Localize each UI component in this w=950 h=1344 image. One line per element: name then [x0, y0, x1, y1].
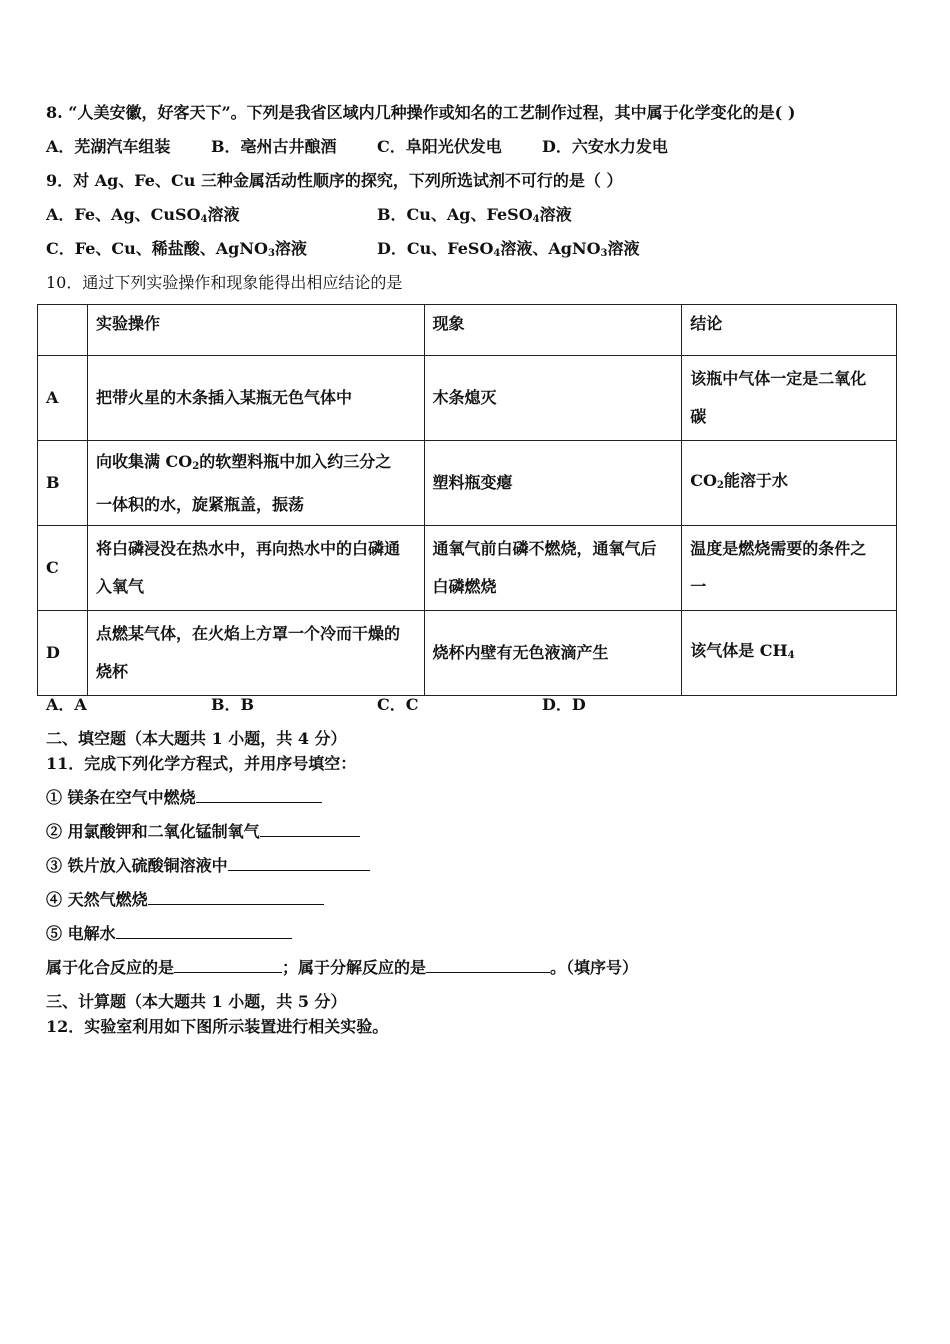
experiment-table	[37, 304, 897, 696]
q8-option-b: B．亳州古井酿酒	[211, 137, 337, 156]
q11-item-4: ④ 天然气燃烧	[46, 890, 324, 910]
row-label: B	[38, 441, 88, 526]
row-phenomenon: 通氧气前白磷不燃烧，通氧气后 白磷燃烧	[424, 526, 682, 611]
header-conclusion: 结论	[682, 305, 897, 356]
decomposition-answer-blank[interactable]	[426, 958, 550, 973]
row-operation: 把带火星的木条插入某瓶无色气体中	[87, 356, 424, 441]
row-phenomenon: 木条熄灭	[424, 356, 682, 441]
q9-option-b: B．Cu、Ag、FeSO$_4$溶液	[377, 205, 572, 225]
answer-blank[interactable]	[228, 856, 370, 871]
row-operation: 向收集满 $CO_2$的软塑料瓶中加入约三分之 一体积的水，旋紧瓶盖，振荡	[87, 441, 424, 526]
row-conclusion: 该瓶中气体一定是二氧化 碳	[682, 356, 897, 441]
row-conclusion: $CO_2$能溶于水	[682, 441, 897, 526]
section-3-heading: 三、计算题（本大题共 1 小题，共 5 分）	[46, 992, 347, 1011]
q9-stem: 9．对 Ag、Fe、Cu 三种金属活动性顺序的探究，下列所选试剂不可行的是（ ）	[46, 171, 623, 190]
q9-option-c: C．Fe、Cu、稀盐酸、AgNO$_3$溶液	[46, 239, 307, 259]
q9-option-d: D．Cu、FeSO$_4$溶液、AgNO$_3$溶液	[377, 239, 640, 259]
answer-blank[interactable]	[116, 924, 292, 939]
q11-item-2: ② 用氯酸钾和二氧化锰制氧气	[46, 822, 360, 842]
q8-option-a: A．芜湖汽车组装	[46, 137, 171, 156]
q10-option-b: B．B	[211, 695, 255, 714]
answer-blank[interactable]	[148, 890, 324, 905]
q10-option-d: D．D	[542, 695, 586, 714]
row-conclusion: 温度是燃烧需要的条件之 一	[682, 526, 897, 611]
q11-item-1: ① 镁条在空气中燃烧	[46, 788, 322, 808]
table-row	[38, 526, 897, 611]
q8-stem: 8. “人美安徽，好客天下”。下列是我省区域内几种操作或知名的工艺制作过程，其中属于化学变化的是( )	[46, 103, 796, 122]
row-label: C	[38, 526, 88, 611]
header-phenomenon: 现象	[424, 305, 682, 356]
q11-item-5: ⑤ 电解水	[46, 924, 292, 944]
q10-stem: 10．通过下列实验操作和现象能得出相应结论的是	[46, 273, 403, 292]
row-operation: 将白磷浸没在热水中，再向热水中的白磷通 入氧气	[87, 526, 424, 611]
table-row	[38, 611, 897, 696]
answer-blank[interactable]	[260, 822, 360, 837]
q11-item-3: ③ 铁片放入硫酸铜溶液中	[46, 856, 370, 876]
row-phenomenon: 烧杯内壁有无色液滴产生	[424, 611, 682, 696]
q12-stem: 12．实验室利用如下图所示装置进行相关实验。	[46, 1017, 389, 1036]
q11-summary: 属于化合反应的是 ；属于分解反应的是 。（填序号）	[46, 958, 639, 977]
table-header-row	[38, 305, 897, 356]
table-row	[38, 356, 897, 441]
q8-option-d: D．六安水力发电	[542, 137, 668, 156]
q10-option-c: C．C	[377, 695, 419, 714]
header-blank	[38, 305, 88, 356]
row-operation: 点燃某气体，在火焰上方罩一个冷而干燥的 烧杯	[87, 611, 424, 696]
synthesis-answer-blank[interactable]	[174, 958, 282, 973]
answer-blank[interactable]	[196, 788, 322, 803]
q10-option-a: A．A	[46, 695, 87, 714]
q11-stem: 11．完成下列化学方程式，并用序号填空：	[46, 754, 357, 773]
row-conclusion: 该气体是 $CH_4$	[682, 611, 897, 696]
row-phenomenon: 塑料瓶变瘪	[424, 441, 682, 526]
q9-option-a: A．Fe、Ag、CuSO$_4$溶液	[46, 205, 240, 225]
section-2-heading: 二、填空题（本大题共 1 小题，共 4 分）	[46, 729, 347, 748]
table-row	[38, 441, 897, 526]
header-operation: 实验操作	[87, 305, 424, 356]
row-label: A	[38, 356, 88, 441]
q8-option-c: C．阜阳光伏发电	[377, 137, 502, 156]
row-label: D	[38, 611, 88, 696]
